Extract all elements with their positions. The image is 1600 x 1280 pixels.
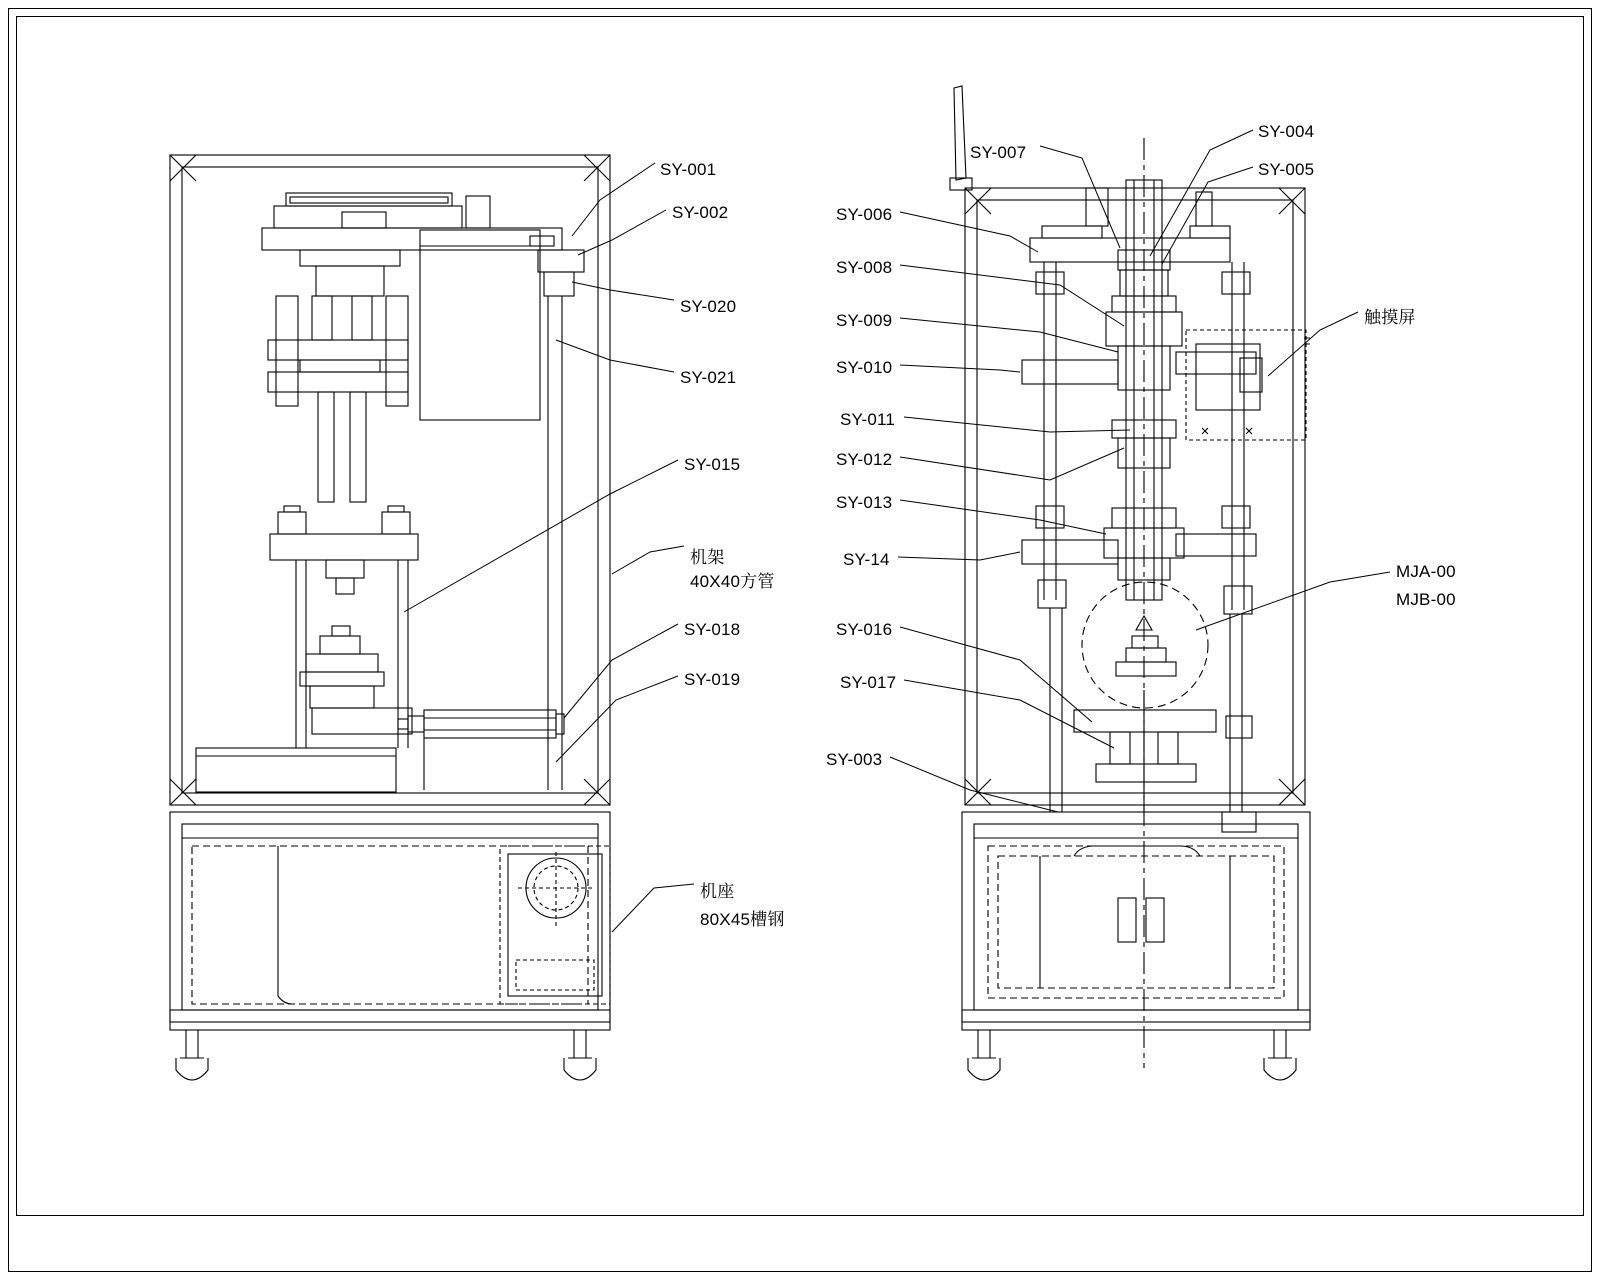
label-sy-015: SY-015 [684,455,741,474]
label-sy-001: SY-001 [660,160,717,179]
label-sy-016: SY-016 [836,620,893,639]
label-sy-004: SY-004 [1258,122,1315,141]
label-sy-018: SY-018 [684,620,741,639]
right-view-mechanism [950,86,1310,1068]
label-sy-14: SY-14 [843,550,890,569]
label-base-note-line1: 机座 [700,882,735,901]
label-sy-007: SY-007 [970,143,1027,162]
label-sy-002: SY-002 [672,203,729,222]
label-sy-013: SY-013 [836,493,893,512]
left-view-leaders [404,163,694,932]
label-frame-note-line1: 机架 [690,548,725,567]
label-sy-010: SY-010 [836,358,893,377]
label-mja-00: MJA-00 [1396,562,1456,581]
label-sy-011: SY-011 [840,410,896,429]
label-sy-017: SY-017 [840,673,897,692]
label-sy-005: SY-005 [1258,160,1315,179]
label-base-note-line2: 80X45槽钢 [700,910,785,929]
right-view-leaders [890,0,1600,812]
label-sy-020: SY-020 [680,297,737,316]
label-sy-009: SY-009 [836,311,893,330]
left-view-mechanism [196,193,584,792]
label-sy-008: SY-008 [836,258,893,277]
label-sy-021: SY-021 [680,368,737,387]
label-mjb-00: MJB-00 [1396,590,1456,609]
label-frame-note-line2: 40X40方管 [690,572,775,591]
label-touchscreen: 触摸屏 [1364,308,1416,327]
label-sy-003: SY-003 [826,750,883,769]
right-view-frame [962,188,1310,1080]
label-sy-012: SY-012 [836,450,893,469]
label-sy-006: SY-006 [836,205,893,224]
label-sy-019: SY-019 [684,670,741,689]
